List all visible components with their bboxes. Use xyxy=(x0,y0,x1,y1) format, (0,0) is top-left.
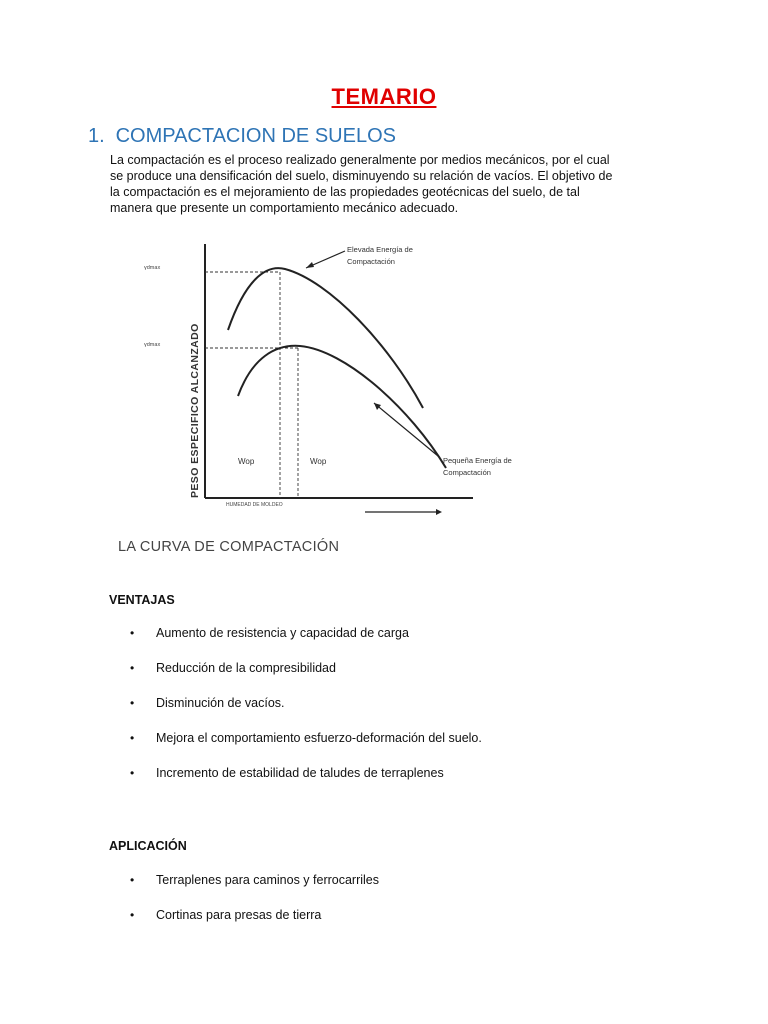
x-axis-label: HUMEDAD DE MOLDEO xyxy=(226,502,283,508)
intro-paragraph xyxy=(110,152,680,216)
curve-high-energy xyxy=(228,268,423,408)
y-tick-high: γdmax xyxy=(144,265,161,271)
arrow-head xyxy=(306,262,314,268)
ventajas-heading: VENTAJAS xyxy=(109,593,175,607)
wop-left-label: Wop xyxy=(238,457,255,466)
y-tick-low: γdmax xyxy=(144,342,161,348)
section-heading xyxy=(88,125,396,148)
intro-line: La compactación es el proceso realizado generalmente por medios mecánicos, por el cual xyxy=(110,153,610,167)
wop-right-label: Wop xyxy=(310,457,327,466)
bullet: • xyxy=(130,661,135,675)
bullet: • xyxy=(130,908,135,922)
intro-line: manera que presente un comportamiento mecánico adecuado. xyxy=(110,201,459,215)
intro-line: la compactación es el mejoramiento de las propiedades geotécnicas del suelo, de tal xyxy=(110,185,580,199)
label-low-energy-line2: Compactación xyxy=(443,468,491,477)
bullet: • xyxy=(130,626,135,640)
compaction-curve-diagram xyxy=(140,236,560,526)
bullet: • xyxy=(130,873,135,887)
figure-caption: LA CURVA DE COMPACTACIÓN xyxy=(118,539,340,555)
label-high-energy-line2: Compactación xyxy=(347,257,395,266)
compaction-curve-figure xyxy=(140,236,560,526)
aplicacion-heading: APLICACIÓN xyxy=(109,839,187,853)
bullet: • xyxy=(130,696,135,710)
intro-line: se produce una densificación del suelo, disminuyendo su relación de vacíos. El objetivo de xyxy=(110,169,613,183)
curve-low-energy xyxy=(238,346,446,468)
arrow-head xyxy=(374,403,381,410)
section-number: 1. xyxy=(88,125,105,147)
document-title: TEMARIO xyxy=(331,84,437,109)
arrow-head xyxy=(436,509,442,515)
bullet: • xyxy=(130,731,135,745)
section-title: COMPACTACION DE SUELOS xyxy=(115,125,396,147)
label-high-energy-line1: Elevada Energía de xyxy=(347,245,413,254)
label-low-energy-line1: Pequeña Energía de xyxy=(443,456,512,465)
bullet: • xyxy=(130,766,135,780)
y-axis-label: PESO ESPECIFICO ALCANZADO xyxy=(189,323,201,498)
annotation-arrow-low xyxy=(374,403,438,456)
